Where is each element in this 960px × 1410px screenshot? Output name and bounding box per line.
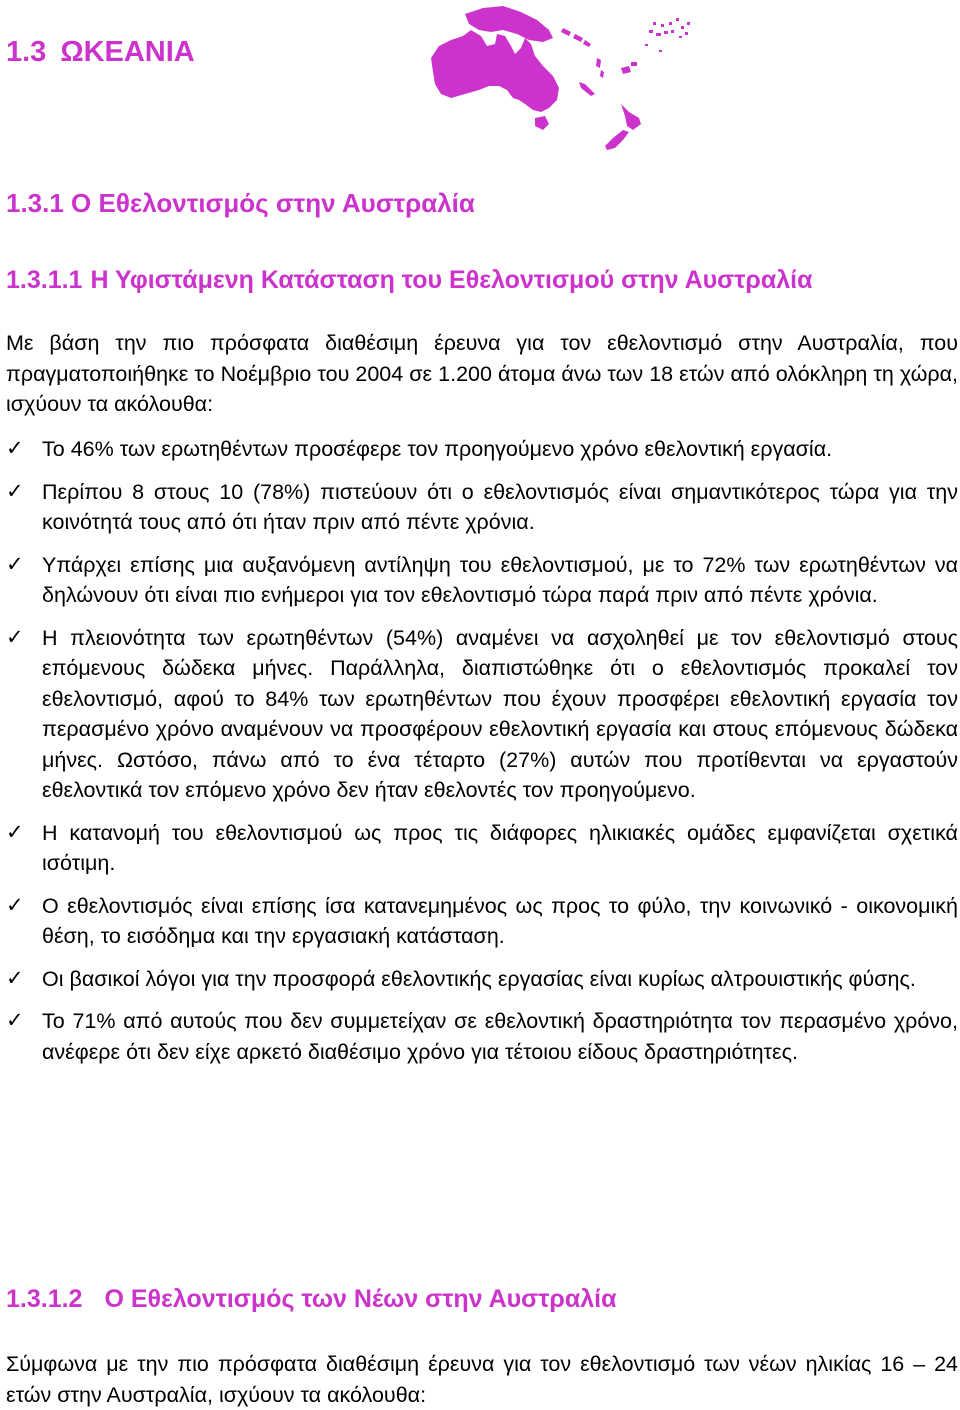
check-icon: ✓: [6, 966, 24, 990]
list-item-text: Η πλειονότητα των ερωτηθέντων (54%) αναμένει να ασχοληθεί με τον εθελοντισμό στους επόμενους δώδεκα μήνες. Παράλληλα, διαπιστώθηκε ότι ο εθελοντισμός προκαλεί τον εθελοντισμό, αφού το 84% των ερωτηθέντων που έχουν προσφέρει εθελοντική εργασία τον περασμένο χρόνο αναμένουν να προσφέρουν εθελοντική εργασία και στους επόμενους δώδεκα μήνες. Ωστόσο, πάνω από το ένα τέταρτο (27%) αυτών που προτίθενται να εργαστούν εθελοντικά τον επόμενο χρόνο δεν ήταν εθελοντές τον προηγούμενο.: [42, 625, 958, 802]
check-icon: ✓: [6, 625, 24, 649]
subsubsection-title-2: Ο Εθελοντισμός των Νέων στην Αυστραλία: [104, 1285, 617, 1313]
findings-list: [6, 434, 958, 1079]
subsubsection-title: Η Υφιστάμενη Κατάσταση του Εθελοντισμού στην Αυστραλία: [90, 266, 813, 294]
check-icon: ✓: [6, 893, 24, 917]
check-icon: ✓: [6, 479, 24, 503]
list-item: [6, 818, 958, 879]
list-item-text: Ο εθελοντισμός είναι επίσης ίσα κατανεμημένος ως προς το φύλο, την κοινωνικό - οικονομική θέση, το εισόδημα και την εργασιακή κατάσταση.: [42, 893, 958, 948]
list-item: [6, 623, 958, 806]
section-heading: [6, 36, 195, 69]
list-item-text: Υπάρχει επίσης μια αυξανόμενη αντίληψη του εθελοντισμού, με το 72% των ερωτηθέντων να δηλώνουν ότι είναι πιο ενήμεροι για τον εθελοντισμό τώρα παρά πριν από πέντε χρόνια.: [42, 552, 958, 607]
list-item-text: Το 46% των ερωτηθέντων προσέφερε τον προηγούμενο χρόνο εθελοντική εργασία.: [42, 437, 833, 461]
outro-paragraph: Σύμφωνα με την πιο πρόσφατα διαθέσιμη έρευνα για τον εθελοντισμό των νέων ηλικίας 16 – 24 ετών στην Αυστραλία, ισχύουν τα ακόλουθα:: [6, 1352, 958, 1407]
list-item-text: Το 71% από αυτούς που δεν συμμετείχαν σε εθελοντική δραστηριότητα τον περασμένο χρόνο, ανέφερε ότι δεν είχε αρκετό διαθέσιμο χρόνο για τέτοιου είδους δραστηριότητες.: [42, 1009, 958, 1064]
oceania-map-icon: [425, 0, 695, 152]
section-number: 1.3: [6, 36, 47, 68]
subsection-heading: 1.3.1 Ο Εθελοντισμός στην Αυστραλία: [6, 188, 475, 218]
list-item: [6, 477, 958, 538]
list-item-text: Οι βασικοί λόγοι για την προσφορά εθελοντικής εργασίας είναι κυρίως αλτρουιστικής φύσης.: [42, 966, 916, 991]
subsubsection-heading-2: [6, 1285, 617, 1314]
check-icon: ✓: [6, 437, 24, 460]
intro-paragraph: Με βάση την πιο πρόσφατα διαθέσιμη έρευνα για τον εθελοντισμό στην Αυστραλία, που πραγματοποιήθηκε το Νοέμβριο του 2004 σε 1.200 άτομα άνω των 18 ετών από ολόκληρη τη χώρα, ισχύουν τα ακόλουθα:: [6, 331, 958, 416]
subsubsection-number: 1.3.1.1: [6, 266, 83, 294]
list-item-text: Περίπου 8 στους 10 (78%) πιστεύουν ότι ο εθελοντισμός είναι σημαντικότερος τώρα για την κοινότητά τους από ότι ήταν πριν από πέντε χρόνια.: [42, 479, 958, 534]
list-item: [6, 434, 958, 465]
subsubsection-heading: [6, 266, 813, 295]
subsubsection-number-2: 1.3.1.2: [6, 1285, 83, 1313]
check-icon: ✓: [6, 1009, 24, 1032]
list-item: [6, 891, 958, 952]
list-item: [6, 1006, 958, 1067]
list-item: [6, 550, 958, 611]
list-item-text: Η κατανομή του εθελοντισμού ως προς τις διάφορες ηλικιακές ομάδες εμφανίζεται σχετικά ισότιμη.: [42, 820, 958, 875]
check-icon: ✓: [6, 552, 24, 576]
list-item: [6, 964, 958, 995]
check-icon: ✓: [6, 820, 24, 844]
section-title: ΩΚΕΑΝΙΑ: [60, 36, 195, 68]
